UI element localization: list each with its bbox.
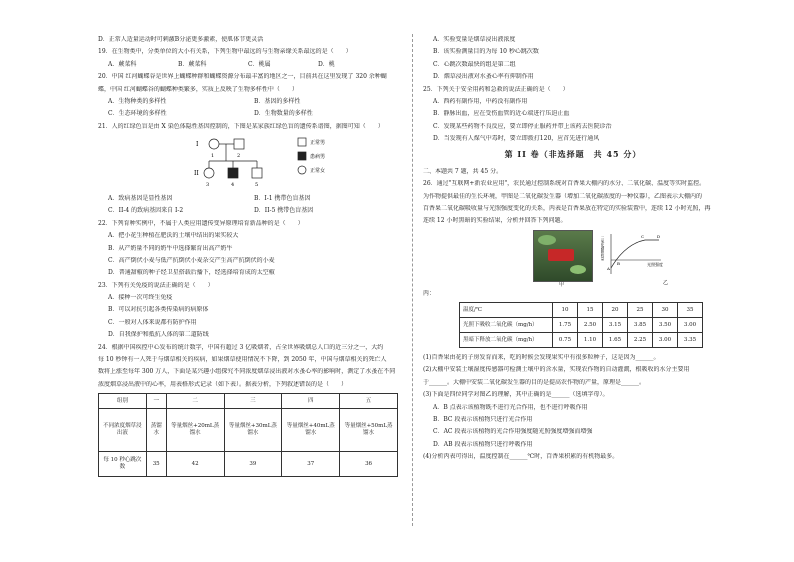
table-header-row — [99, 394, 398, 409]
table-cell: 20 — [603, 303, 628, 318]
q22-option: D．普通甜椒的种子经卫星搭载后播下，经选择培育成的太空椒 — [108, 269, 275, 277]
section-subtitle: 二、本题共 7 题，共 45 分。 — [423, 167, 503, 175]
legend-affected-male-icon — [298, 152, 306, 160]
pedigree-number: 2 — [237, 153, 241, 159]
table-cell: 每 10 秒心跳次数 — [99, 452, 147, 477]
pedigree-chart — [98, 135, 400, 191]
q24-stem-cont: 数将上涨至每年 300 万人，下面是某兴趣小组探究不同浓度烟草浸出液对水蚤心率的影响时，测定了水蚤在不同 — [98, 368, 396, 376]
q25-option: D．当发现有人煤气中毒时，要立即拨打120，应首先进行通风 — [433, 135, 600, 142]
q19-stem: 19．在生物类中，分类单位的大小有关系，下列生物中最远的与生物亲缘关系最远的是（ ） — [98, 48, 352, 56]
q21-option: A．致病基因是显性基因 — [108, 195, 173, 202]
table-cell: 不同浓度烟草浸出液 — [99, 409, 147, 452]
figure-label: 甲 — [559, 281, 565, 288]
q26-part4: (4)分析丙表可得出，温度控制在______℃时，百香果积累的有机物最多。 — [423, 453, 619, 461]
table-row — [99, 409, 398, 452]
pedigree-male-2 — [234, 139, 244, 149]
q25-option: A．西药有副作用，中药没有副作用 — [433, 97, 528, 105]
table-cell: 36 — [340, 452, 398, 477]
q26-stem-cont: 百香果二氧化碳吸收量与光照强度变化的关系，丙表是百香果放在特定的实验装置中，连续 12 小时光照，再 — [423, 204, 711, 212]
pedigree-number: 3 — [206, 182, 210, 188]
table-cell: 3.35 — [678, 333, 703, 348]
column-divider — [412, 34, 413, 526]
q21-options — [108, 207, 400, 214]
table-cell: 等量烟丝+40mL蒸馏水 — [282, 409, 340, 452]
table-cell: 温度/℃ — [460, 303, 553, 318]
table-cell: 四 — [282, 394, 340, 409]
point-label: C — [641, 233, 645, 239]
q23-option: D．自我保护和抵抗人体的第二道防线 — [108, 331, 209, 339]
q24-option: D．烟草浸出液对水蚤心率有抑制作用 — [433, 73, 534, 81]
q24-option: C．心跳次数最快的组是第二组 — [433, 60, 516, 68]
table-cell: 2.25 — [628, 333, 653, 348]
table-row — [99, 452, 398, 477]
table-cell: 3.85 — [628, 318, 653, 333]
pedigree-affected-male-4 — [228, 168, 238, 178]
co2-light-graph — [601, 230, 681, 288]
q20-option: A．生物种类的多样性 — [108, 97, 167, 105]
q23-stem: 23．下列有关免疫的说法正确的是（ ） — [98, 281, 214, 289]
q19-options — [108, 61, 400, 68]
q26-part1: (1)百香果由花的子房发育而来，吃的时候会发现果实中有很多粒种子，这是因为______。 — [423, 354, 660, 362]
pedigree-number: 5 — [255, 182, 259, 188]
q26-stem-cont: 连续 12 小时黑暗的实验结果，分析并回答下列问题。 — [423, 217, 567, 225]
q22-stem: 22．下列育种实例中，不属于人类应用遗传变异原理培育新品种的是（ ） — [98, 219, 304, 227]
generation-label: II — [194, 170, 199, 177]
q26-stem: 26．通过"互联网+新农业应用"，农民通过控制系统对百香果大棚内的水分、二氧化碳、温度等实时监控。 — [423, 180, 706, 188]
right-column — [423, 36, 723, 465]
table-cell: 25 — [628, 303, 653, 318]
table-cell: 等量烟丝+30mL蒸馏水 — [224, 409, 282, 452]
q20-options — [108, 98, 400, 105]
x-axis-label: 光照强度 — [647, 261, 663, 267]
table-cell: 30 — [653, 303, 678, 318]
q26-part3-option: A．B 点表示该植物既不进行光合作用，也不进行呼吸作用 — [433, 403, 588, 411]
q24-stem-cont: 每 10 秒钟有一人死于与烟草相关的疾病，如果烟草使用情况不下降，到 2050 年，中国与烟草相关的死亡人 — [98, 355, 387, 363]
q19-option: C．桃属 — [248, 60, 271, 68]
section-title: 第 II 卷（非选择题 共 45 分） — [504, 149, 642, 160]
table-cell: 蒸馏水 — [146, 409, 166, 452]
q20-option: C．生态环境的多样性 — [108, 110, 167, 118]
q26-stem-cont: 为作物提供最佳的生长环境，甲图是二氧化碳发生器（增加二氧化碳浓度的一种仪器），乙图表示大棚内的 — [423, 192, 703, 200]
q20-stem-cont: 蝶，中国 红河蝴蝶谷的蝴蝶种类繁多，实质上反映了生物多样性中（ ） — [98, 85, 298, 93]
co2-generator-photo — [533, 230, 593, 282]
q26-part3-option: C．AC 段表示该植物的光合作用强度随光照强度增强而增强 — [433, 428, 593, 436]
table-cell: 1.75 — [553, 318, 578, 333]
q19-option: B．蕨菜科 — [178, 60, 207, 68]
q19-option: A．蕨菜科 — [108, 60, 137, 68]
q21-stem: 21．人的红绿色盲是由 X 染色体隐性基因控制的，下图是某家族红绿色盲的遗传系谱图，据图可知（ ） — [98, 122, 384, 130]
table-cell: 37 — [282, 452, 340, 477]
left-column — [98, 36, 400, 477]
q23-option: B．可以对抗引起各类传染病的病原体 — [108, 306, 209, 314]
legend-label: 正常女 — [310, 168, 326, 174]
table-cell: 3.15 — [603, 318, 628, 333]
generation-label: I — [196, 141, 199, 148]
q26-part3-option: B．BC 段表示该植物只进行光合作用 — [433, 415, 533, 423]
table-cell: 五 — [340, 394, 398, 409]
pedigree-female-3 — [204, 168, 214, 178]
table-cell: 15 — [578, 303, 603, 318]
table-cell: 3.00 — [678, 318, 703, 333]
table-cell: 一 — [146, 394, 166, 409]
table-cell: 1.65 — [603, 333, 628, 348]
pedigree-number: 1 — [211, 153, 215, 159]
q20-option: D．生物数量的多样性 — [254, 110, 313, 118]
table-cell: 3.00 — [653, 333, 678, 348]
table-header-row — [460, 303, 703, 318]
q24-stem-cont: 浓度烟草浸出液中的心率，用表格形式记录（如下表）。据表分析，下列叙述错误的是（ ） — [98, 380, 348, 388]
y-axis-label: 二氧化碳吸收量 — [601, 235, 605, 261]
pedigree-male-5 — [252, 168, 262, 178]
legend-label: 正常男 — [310, 140, 326, 146]
q21-option: B．I-1 携带色盲基因 — [254, 195, 311, 202]
table-cell: 10 — [553, 303, 578, 318]
table-cell: 等量烟丝+20mL蒸馏水 — [166, 409, 224, 452]
table-cell: 2.50 — [578, 318, 603, 333]
q24-option: A．实验变量是烟草浸出液浓度 — [433, 36, 516, 43]
q21-option: C．II-4 的致病基因来自 I-2 — [108, 207, 184, 215]
pedigree-number: 4 — [231, 182, 235, 188]
q26-figures — [423, 230, 723, 288]
table-cell: 0.75 — [553, 333, 578, 348]
q25-stem: 25．下列关于安全用药和急救的说法正确的是（ ） — [423, 85, 569, 93]
table-cell: 等量烟丝+50mL蒸馏水 — [340, 409, 398, 452]
q19-option: D．桃 — [318, 60, 335, 68]
table-cell: 光照下吸收二氧化碳（mg/h） — [460, 318, 553, 333]
table-cell: 黑暗下释放二氧化碳（mg/h） — [460, 333, 553, 348]
point-label: A — [607, 265, 610, 271]
legend-normal-male-icon — [298, 138, 306, 146]
pedigree-female-1 — [209, 139, 219, 149]
q18-option-d: D．正常人适量运动时可刺激B分泌更多激素，使肌体节更灵活 — [98, 36, 264, 43]
figure-label: 乙 — [663, 279, 669, 286]
q26-part2: (2)大棚中安装土壤湿度传感器可检测土壤中的含水量，实现农作物的自动灌溉，根吸收的水分主要用 — [423, 366, 690, 374]
table-cell: 42 — [166, 452, 224, 477]
table-row — [460, 318, 703, 333]
q26-part3: (3)下面是四位同学对图乙的理解，其中正确的是______（选填字母）。 — [423, 391, 609, 399]
q24-table — [98, 393, 398, 477]
q25-option: B．静脉出血，应在受伤血管的近心端进行压迫止血 — [433, 110, 570, 118]
table-cell: 1.10 — [578, 333, 603, 348]
q26-part3-option: D．AB 段表示该植物只进行呼吸作用 — [433, 440, 533, 448]
point-label: D — [657, 233, 661, 239]
q23-option: C．一般对人体来说都有防护作用 — [108, 318, 197, 326]
q23-option: A．接种一次可终生免疫 — [108, 294, 173, 301]
legend-normal-female-icon — [298, 166, 306, 174]
q25-option: C．发现某些药物不良反应，要立即停止服药并带上该药去医院诊治 — [433, 122, 612, 130]
table-cell: 35 — [678, 303, 703, 318]
table-row — [460, 333, 703, 348]
q24-option: B．该实验测量目的为每 10 秒心跳次数 — [433, 48, 539, 56]
q21-options — [108, 195, 400, 202]
q24-stem: 24．根据中国疾控中心发布的统计数字，中国有超过 3 亿吸烟者，占全世界吸烟总人口的近三分之一，大约 — [98, 343, 384, 351]
table-cell: 35 — [146, 452, 166, 477]
q22-option: A．把小花生种植在肥沃的土壤中结出的果实较大 — [108, 232, 239, 240]
q26-part2-cont: 于______。大棚中安装二氧化碳发生器的目的是提高农作物的产量，原理是______。 — [423, 378, 646, 386]
table-cell: 组别 — [99, 394, 147, 409]
table-cell: 39 — [224, 452, 282, 477]
q21-option: D．II-5 携带色盲基因 — [254, 207, 314, 215]
table-caption: 丙： — [423, 289, 436, 297]
co2-generator-device — [548, 249, 574, 261]
q22-option: C．高产倒伏小麦与低产抗倒伏小麦杂交产生高产抗倒伏的小麦 — [108, 256, 275, 264]
q26-table — [459, 302, 703, 348]
q22-option: B．从产奶量不同的奶牛中选择繁育出高产奶牛 — [108, 244, 233, 252]
table-cell: 3.50 — [653, 318, 678, 333]
legend-label: 患病男 — [310, 154, 326, 160]
point-label: B — [617, 260, 620, 266]
q20-stem: 20．中国 红河蝴蝶谷是世界上蝴蝶种群和蝴蝶资源分布最丰富的地区之一，目前共在这里发现了 320 余种蝴 — [98, 73, 387, 81]
q20-options — [108, 110, 400, 117]
q20-option: B．基因的多样性 — [254, 97, 301, 105]
table-cell: 二 — [166, 394, 224, 409]
table-cell: 三 — [224, 394, 282, 409]
